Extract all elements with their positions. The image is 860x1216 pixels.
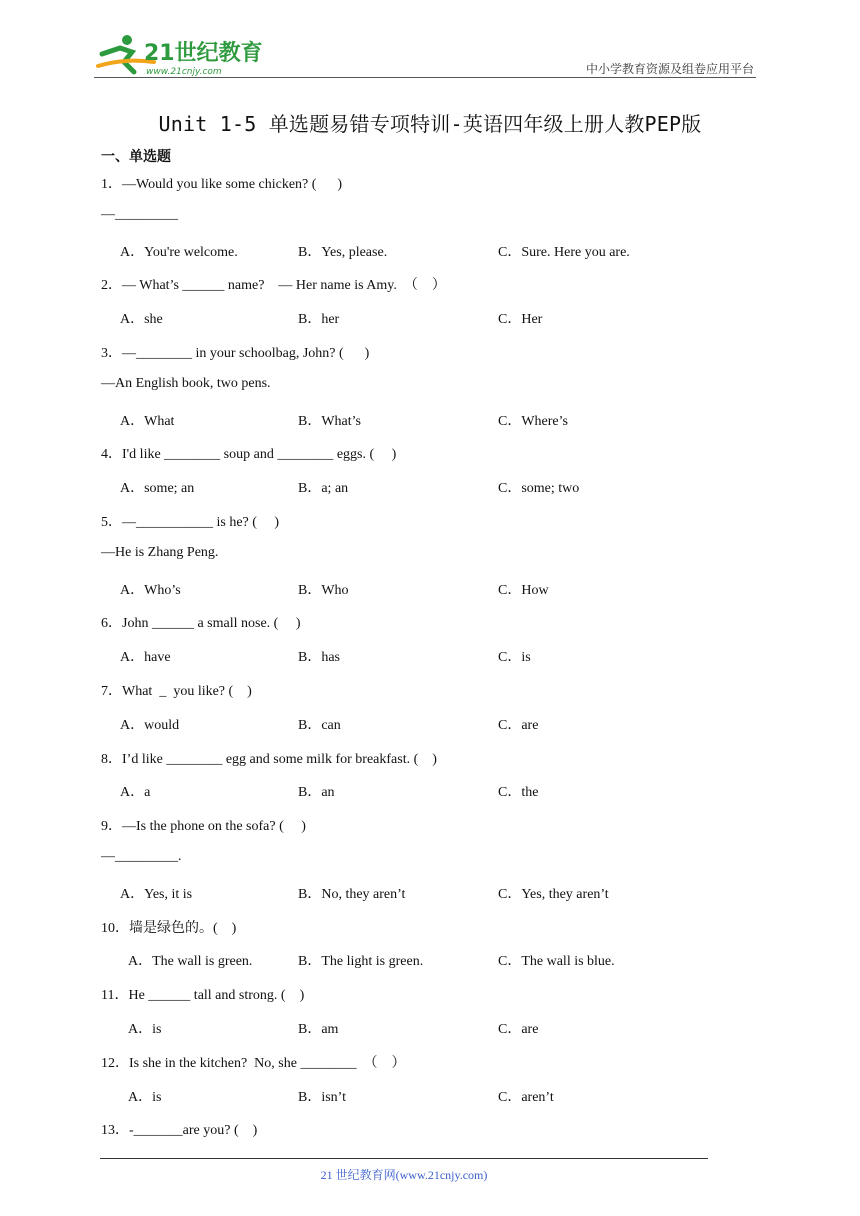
- question-3-option-c: C．Where’s: [498, 413, 568, 429]
- question-11-option-b: B．am: [298, 1022, 339, 1037]
- question-7-option-c: C．are: [498, 717, 539, 733]
- logo-text: 21世纪教育: [144, 41, 263, 66]
- question-8-option-c: C．the: [498, 785, 539, 801]
- question-6-line-1: 6．John ______ a small nose. ( ): [101, 616, 301, 632]
- section-heading: 一、单选题: [101, 149, 171, 165]
- question-2-option-a: A．she: [120, 312, 163, 328]
- question-2-option-b: B．her: [298, 312, 340, 328]
- question-3-line-2: —An English book, two pens.: [101, 375, 271, 391]
- logo-url: www.21cnjy.com: [146, 67, 222, 77]
- question-10-line-1: 10．墙是绿色的。( ): [101, 920, 237, 936]
- question-1-line-2: —_________: [101, 206, 178, 222]
- question-5-option-b: B．Who: [298, 582, 349, 598]
- question-8-option-b: B．an: [298, 785, 335, 801]
- question-6-option-a: A．have: [120, 650, 171, 666]
- question-3-option-b: B．What’s: [298, 413, 361, 429]
- question-12-option-c: C．aren’t: [498, 1089, 554, 1105]
- question-9-line-1: 9．—Is the phone on the sofa? ( ): [101, 819, 306, 835]
- question-2-line-1: 2．— What’s ______ name? — Her name is Amy. （ ）: [101, 278, 446, 294]
- question-5-option-c: C．How: [498, 582, 549, 598]
- question-11-line-1: 11．He ______ tall and strong. ( ): [101, 988, 305, 1004]
- question-8-line-1: 8．I’d like ________ egg and some milk for breakfast. ( ): [101, 751, 437, 767]
- question-10-option-a: A．The wall is green.: [128, 954, 253, 970]
- question-9-option-b: B．No, they aren’t: [298, 886, 406, 902]
- page-title: Unit 1-5 单选题易错专项特训-英语四年级上册人教PEP版: [158, 112, 702, 136]
- question-9-line-2: —_________.: [101, 849, 182, 864]
- question-10-option-c: C．The wall is blue.: [498, 954, 615, 970]
- 21cnjy-logo: [94, 32, 264, 78]
- question-4-option-c: C．some; two: [498, 481, 580, 497]
- question-1-option-b: B．Yes, please.: [298, 244, 388, 260]
- footer-rule: [100, 1158, 708, 1159]
- question-11-option-c: C．are: [498, 1022, 539, 1037]
- question-4-option-b: B．a; an: [298, 481, 349, 497]
- question-2-option-c: C．Her: [498, 312, 543, 328]
- question-3-line-1: 3．—________ in your schoolbag, John? ( ): [101, 346, 370, 361]
- question-5-option-a: A．Who’s: [120, 582, 181, 598]
- platform-label: 中小学教育资源及组卷应用平台: [585, 62, 754, 76]
- question-3-option-a: A．What: [120, 413, 175, 429]
- question-13-line-1: 13．-_______are you? ( ): [101, 1123, 258, 1139]
- question-9-option-a: A．Yes, it is: [120, 886, 193, 902]
- question-11-option-a: A．is: [128, 1022, 162, 1037]
- question-6-option-c: C．is: [498, 650, 531, 666]
- header-rule: [94, 77, 756, 78]
- question-12-line-1: 12．Is she in the kitchen? No, she ________ （ ）: [101, 1055, 406, 1071]
- page-header: [0, 0, 860, 80]
- question-4-option-a: A．some; an: [120, 481, 195, 497]
- question-12-option-a: A．is: [128, 1089, 162, 1105]
- question-7-option-a: A．would: [120, 717, 180, 733]
- question-1-line-1: 1．—Would you like some chicken? ( ): [101, 177, 343, 192]
- question-10-option-b: B．The light is green.: [298, 954, 424, 970]
- question-5-line-2: —He is Zhang Peng.: [101, 544, 219, 560]
- question-8-option-a: A．a: [120, 785, 151, 801]
- question-6-option-b: B．has: [298, 650, 340, 666]
- question-5-line-1: 5．—___________ is he? ( ): [101, 515, 280, 530]
- footer-text: 21 世纪教育网(www.21cnjy.com): [320, 1168, 488, 1182]
- question-1-option-c: C．Sure. Here you are.: [498, 244, 630, 260]
- question-12-option-b: B．isn’t: [298, 1089, 346, 1105]
- question-7-option-b: B．can: [298, 717, 341, 733]
- question-7-line-1: 7．What _ you like? ( ): [101, 684, 252, 699]
- question-9-option-c: C．Yes, they aren’t: [498, 886, 609, 902]
- question-1-option-a: A．You're welcome.: [120, 244, 238, 260]
- question-4-line-1: 4．I'd like ________ soup and ________ eggs. ( ): [101, 447, 397, 463]
